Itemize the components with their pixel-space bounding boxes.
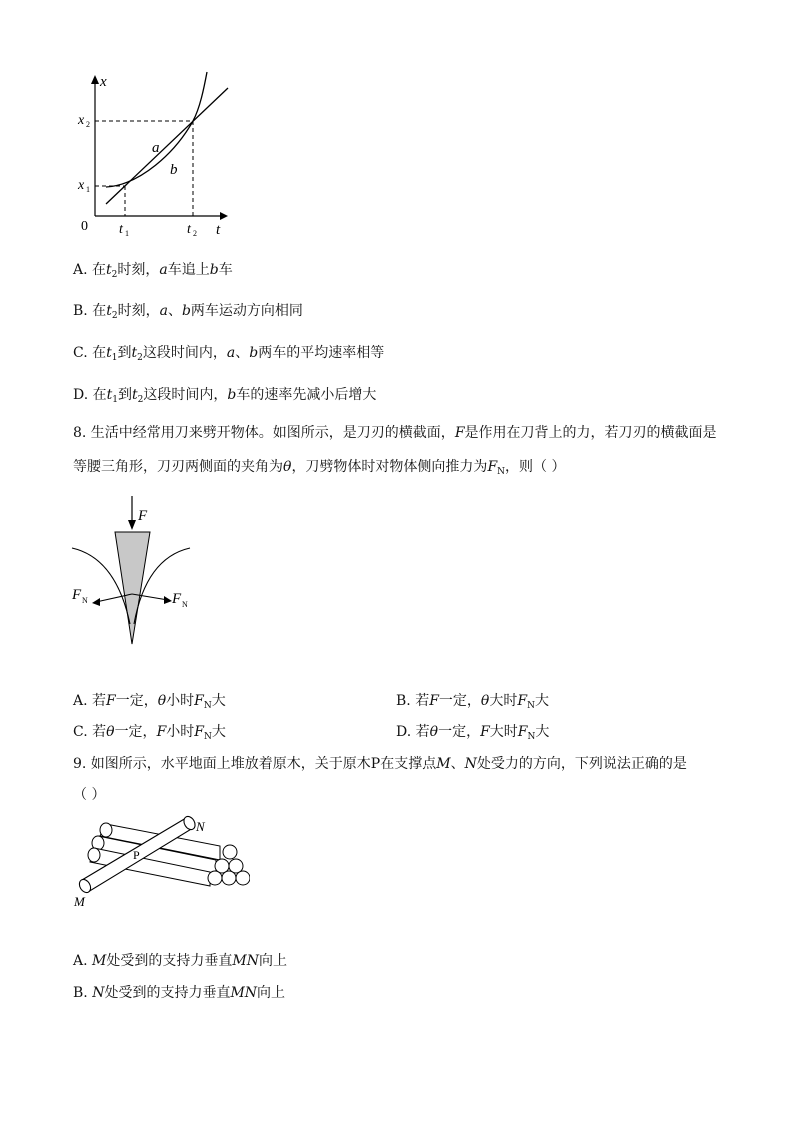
q9-option-a: A. M处受到的支持力垂直MN向上 bbox=[73, 953, 287, 969]
q8-option-c: C. 若θ一定，F小时$F_N$大 bbox=[73, 724, 226, 742]
point-n-label: N bbox=[196, 819, 205, 834]
tick-x1-sub: 1 bbox=[86, 185, 90, 194]
xt-graph bbox=[70, 68, 240, 240]
tick-t1-sub: 1 bbox=[125, 229, 129, 238]
tick-x1-label: x bbox=[78, 178, 85, 193]
q8-option-a: A. 若F一定，θ小时$F_N$大 bbox=[73, 693, 226, 711]
q8-option-b: B. 若F一定，θ大时$F_N$大 bbox=[396, 693, 549, 711]
q8-stem-line2: 等腰三角形，刀刃两侧面的夹角为θ，刀劈物体时对物体侧向推力为$F_N$，则（ ） bbox=[73, 459, 566, 477]
knife-figure bbox=[68, 496, 198, 646]
force-f-label: F bbox=[138, 508, 148, 524]
logs-figure bbox=[70, 814, 250, 910]
fn-right-label: F bbox=[172, 591, 182, 607]
q8-option-d: D. 若θ一定，F大时$F_N$大 bbox=[396, 724, 550, 742]
tick-t1-label: t bbox=[119, 222, 123, 237]
curve-b-label: b bbox=[170, 162, 178, 178]
tick-t2-sub: 2 bbox=[193, 229, 197, 238]
fn-left-label: F bbox=[72, 587, 82, 603]
q9-option-b: B. N处受到的支持力垂直MN向上 bbox=[73, 985, 286, 1001]
tick-x2-sub: 2 bbox=[86, 120, 90, 129]
q7-option-c: C. 在$t_1$到$t_2$这段时间内，a、b两车的平均速率相等 bbox=[73, 345, 385, 363]
curve-a-label: a bbox=[152, 140, 160, 156]
q7-option-a: A. 在$t_2$时刻，a车追上b车 bbox=[73, 262, 233, 280]
point-m-label: M bbox=[74, 894, 85, 909]
q9-stem-line1: 9. 如图所示，水平地面上堆放着原木，关于原木P在支撑点M、N处受力的方向，下列说法正确的是 bbox=[73, 756, 687, 772]
log-p-label: P bbox=[133, 848, 140, 862]
y-axis-label: x bbox=[100, 74, 107, 90]
tick-x2-label: x bbox=[78, 113, 85, 128]
q9-stem-line2: （ ） bbox=[73, 787, 106, 803]
x-axis-label: t bbox=[216, 222, 221, 238]
tick-t2-label: t bbox=[187, 222, 191, 237]
q7-option-d: D. 在$t_1$到$t_2$这段时间内，b车的速率先减小后增大 bbox=[73, 387, 377, 405]
fn-right-sub: N bbox=[182, 600, 188, 609]
q7-option-b: B. 在$t_2$时刻，a、b两车运动方向相同 bbox=[73, 303, 303, 321]
fn-left-sub: N bbox=[82, 596, 88, 605]
q8-stem-line1: 8. 生活中经常用刀来劈开物体。如图所示，是刀刃的横截面，F是作用在刀背上的力，若刀刃的横截面是 bbox=[73, 425, 717, 441]
origin-label: 0 bbox=[81, 219, 88, 234]
